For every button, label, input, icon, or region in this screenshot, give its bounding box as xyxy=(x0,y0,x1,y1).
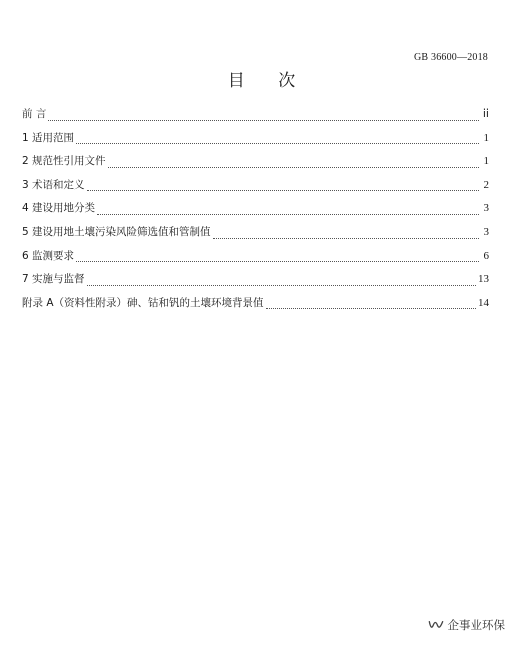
toc-entry-page: 6 xyxy=(483,249,489,262)
toc-entry-monitoring[interactable] xyxy=(22,248,489,272)
toc-leader-dots xyxy=(87,189,479,191)
table-of-contents xyxy=(22,106,489,318)
toc-entry-page: 1 xyxy=(483,131,489,144)
toc-entry-normative-references[interactable] xyxy=(22,153,489,177)
toc-entry-label: 7 实施与监督 xyxy=(22,273,85,286)
page-title: 目 次 xyxy=(227,71,310,91)
toc-entry-page: 3 xyxy=(483,225,489,238)
toc-entry-screening-values[interactable] xyxy=(22,224,489,248)
toc-leader-dots xyxy=(108,166,479,168)
toc-entry-implementation[interactable] xyxy=(22,271,489,295)
toc-entry-page: 1 xyxy=(483,155,489,168)
toc-leader-dots xyxy=(76,142,479,144)
toc-entry-label: 1 适用范围 xyxy=(22,131,75,144)
toc-leader-dots xyxy=(97,213,479,215)
toc-entry-label: 4 建设用地分类 xyxy=(22,202,96,215)
toc-leader-dots xyxy=(213,237,479,239)
toc-entry-page: 13 xyxy=(478,273,489,286)
toc-entry-label: 附录 A（资料性附录）砷、钴和钒的土壤环境背景值 xyxy=(22,296,264,309)
toc-entry-land-classification[interactable] xyxy=(22,200,489,224)
toc-leader-dots xyxy=(76,260,479,262)
watermark xyxy=(428,617,506,633)
standard-code: GB 36600—2018 xyxy=(414,52,488,63)
toc-entry-label: 前 言 xyxy=(22,108,47,120)
toc-entry-page: 3 xyxy=(483,202,489,215)
toc-entry-page: 2 xyxy=(483,178,489,191)
wechat-channel-icon xyxy=(428,619,444,631)
toc-entry-label: 6 监测要求 xyxy=(22,249,75,262)
watermark-text: 企事业环保 xyxy=(447,618,505,632)
toc-entry-preface[interactable] xyxy=(22,106,489,130)
toc-entry-label: 3 术语和定义 xyxy=(22,178,85,191)
toc-entry-label: 2 规范性引用文件 xyxy=(22,155,106,168)
toc-entry-page: ⅰⅰ xyxy=(482,108,489,120)
toc-leader-dots xyxy=(266,307,476,309)
toc-leader-dots xyxy=(87,284,476,286)
toc-leader-dots xyxy=(48,119,479,121)
toc-entry-appendix-a[interactable] xyxy=(22,295,489,319)
toc-entry-label: 5 建设用地土壤污染风险筛选值和管制值 xyxy=(22,225,211,238)
toc-entry-scope[interactable] xyxy=(22,130,489,154)
toc-entry-terms[interactable] xyxy=(22,177,489,201)
toc-entry-page: 14 xyxy=(478,296,489,309)
